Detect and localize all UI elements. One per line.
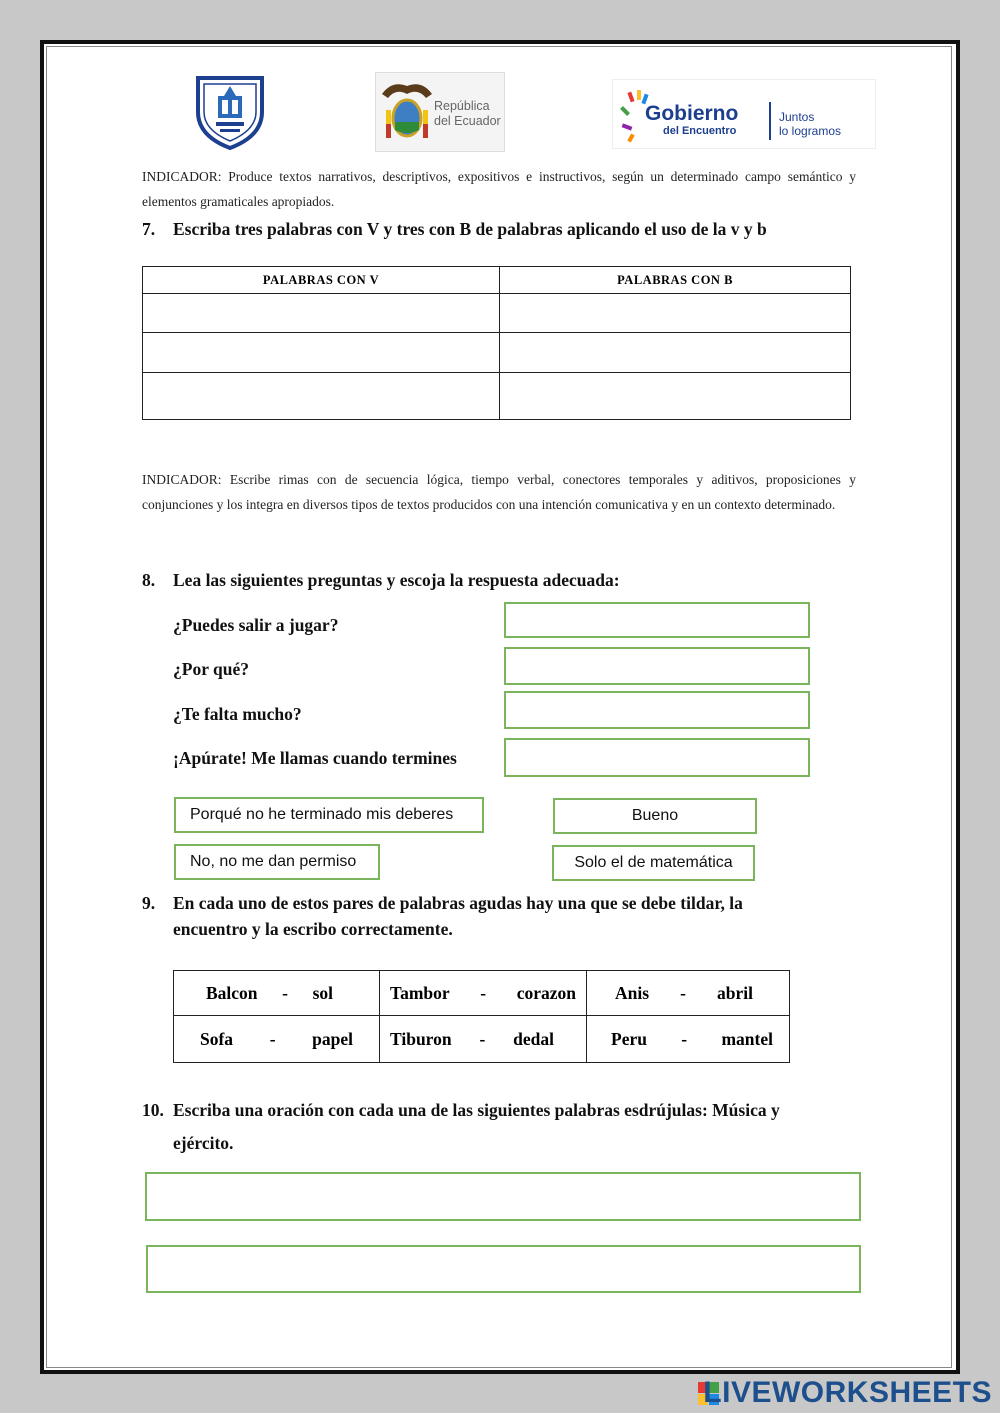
col-header-b: PALABRAS CON B (500, 267, 851, 294)
school-crest-logo (190, 72, 270, 150)
q9-line2: encuentro y la escribo correctamente. (173, 919, 453, 939)
answer-cell-b[interactable] (500, 333, 851, 373)
q7-text: Escriba tres palabras con V y tres con B de palabras aplicando el uso de la v y b (173, 219, 767, 239)
answer-cell-b[interactable] (500, 294, 851, 333)
word-pair: Sofa - papel (200, 1028, 353, 1049)
ecuador-logo (375, 72, 505, 152)
q10-number: 10. (142, 1100, 164, 1120)
option-chip-1-label: Porqué no he terminado mis deberes (190, 806, 454, 823)
gobierno-subtitle: del Encuentro (663, 125, 737, 137)
q7-number: 7. (142, 219, 156, 239)
answer-drop-2[interactable] (504, 647, 810, 685)
word-pair: Balcon - sol (206, 982, 333, 1003)
answer-drop-4[interactable] (504, 738, 810, 777)
question-4: ¡Apúrate! Me llamas cuando termines (173, 748, 457, 768)
sentence-input-1[interactable] (145, 1172, 861, 1221)
option-chip-2-label: Bueno (631, 807, 679, 824)
q10-line2: ejército. (173, 1133, 234, 1153)
word-pair: Tambor - corazon (390, 982, 576, 1003)
answer-drop-3[interactable] (504, 691, 810, 729)
answer-cell-v[interactable] (143, 333, 500, 373)
ecuador-logo-line1: República (434, 99, 490, 113)
question-2: ¿Por qué? (173, 659, 249, 679)
word-pair: Peru - mantel (611, 1028, 773, 1049)
answer-cell-b[interactable] (500, 373, 851, 420)
option-chip-1[interactable] (174, 797, 484, 833)
indicator-1: INDICADOR: Produce textos narrativos, descriptivos, expositivos e instructivos, según un determinado campo semántico y elementos gramaticales apropiados. (142, 169, 856, 209)
answer-cell-v[interactable] (143, 294, 500, 333)
vb-table (142, 266, 851, 420)
gobierno-slogan-1: Juntos (779, 110, 815, 124)
question-3: ¿Te falta mucho? (173, 704, 302, 724)
col-header-v: PALABRAS CON V (143, 267, 500, 294)
answer-drop-1[interactable] (504, 602, 810, 638)
option-chip-4[interactable] (552, 845, 755, 881)
option-chip-4-label: Solo el de matemática (574, 854, 733, 871)
option-chip-3-label: No, no me dan permiso (190, 853, 357, 870)
q10-line1: Escriba una oración con cada una de las siguientes palabras esdrújulas: Música y (173, 1100, 780, 1120)
word-pair: Tiburon - dedal (390, 1028, 554, 1049)
word-pair: Anis - abril (615, 982, 753, 1003)
liveworksheets-watermark: LIVEWORKSHEETS (703, 1376, 992, 1409)
word-pairs-table (173, 970, 790, 1063)
sentence-input-2[interactable] (146, 1245, 861, 1293)
option-chip-3[interactable] (174, 844, 380, 880)
q9-number: 9. (142, 893, 156, 913)
question-1: ¿Puedes salir a jugar? (173, 615, 339, 635)
gobierno-logo (612, 79, 876, 149)
option-chip-2[interactable] (553, 798, 757, 834)
indicator-2: INDICADOR: Escribe rimas con de secuencia lógica, tiempo verbal, conectores temporales y aditivos, proposiciones y conjunciones y los integra en diversos tipos de textos producidos con una intención comunicativa y en un contexto determinado. (142, 472, 856, 512)
q9-line1: En cada uno de estos pares de palabras agudas hay una que se debe tildar, la (173, 893, 743, 913)
q8-text: Lea las siguientes preguntas y escoja la respuesta adecuada: (173, 570, 620, 590)
answer-cell-v[interactable] (143, 373, 500, 420)
gobierno-divider (769, 102, 771, 140)
q8-number: 8. (142, 570, 156, 590)
gobierno-title: Gobierno (645, 102, 739, 125)
ecuador-logo-line2: del Ecuador (434, 114, 501, 128)
gobierno-slogan-2: lo logramos (779, 124, 842, 138)
